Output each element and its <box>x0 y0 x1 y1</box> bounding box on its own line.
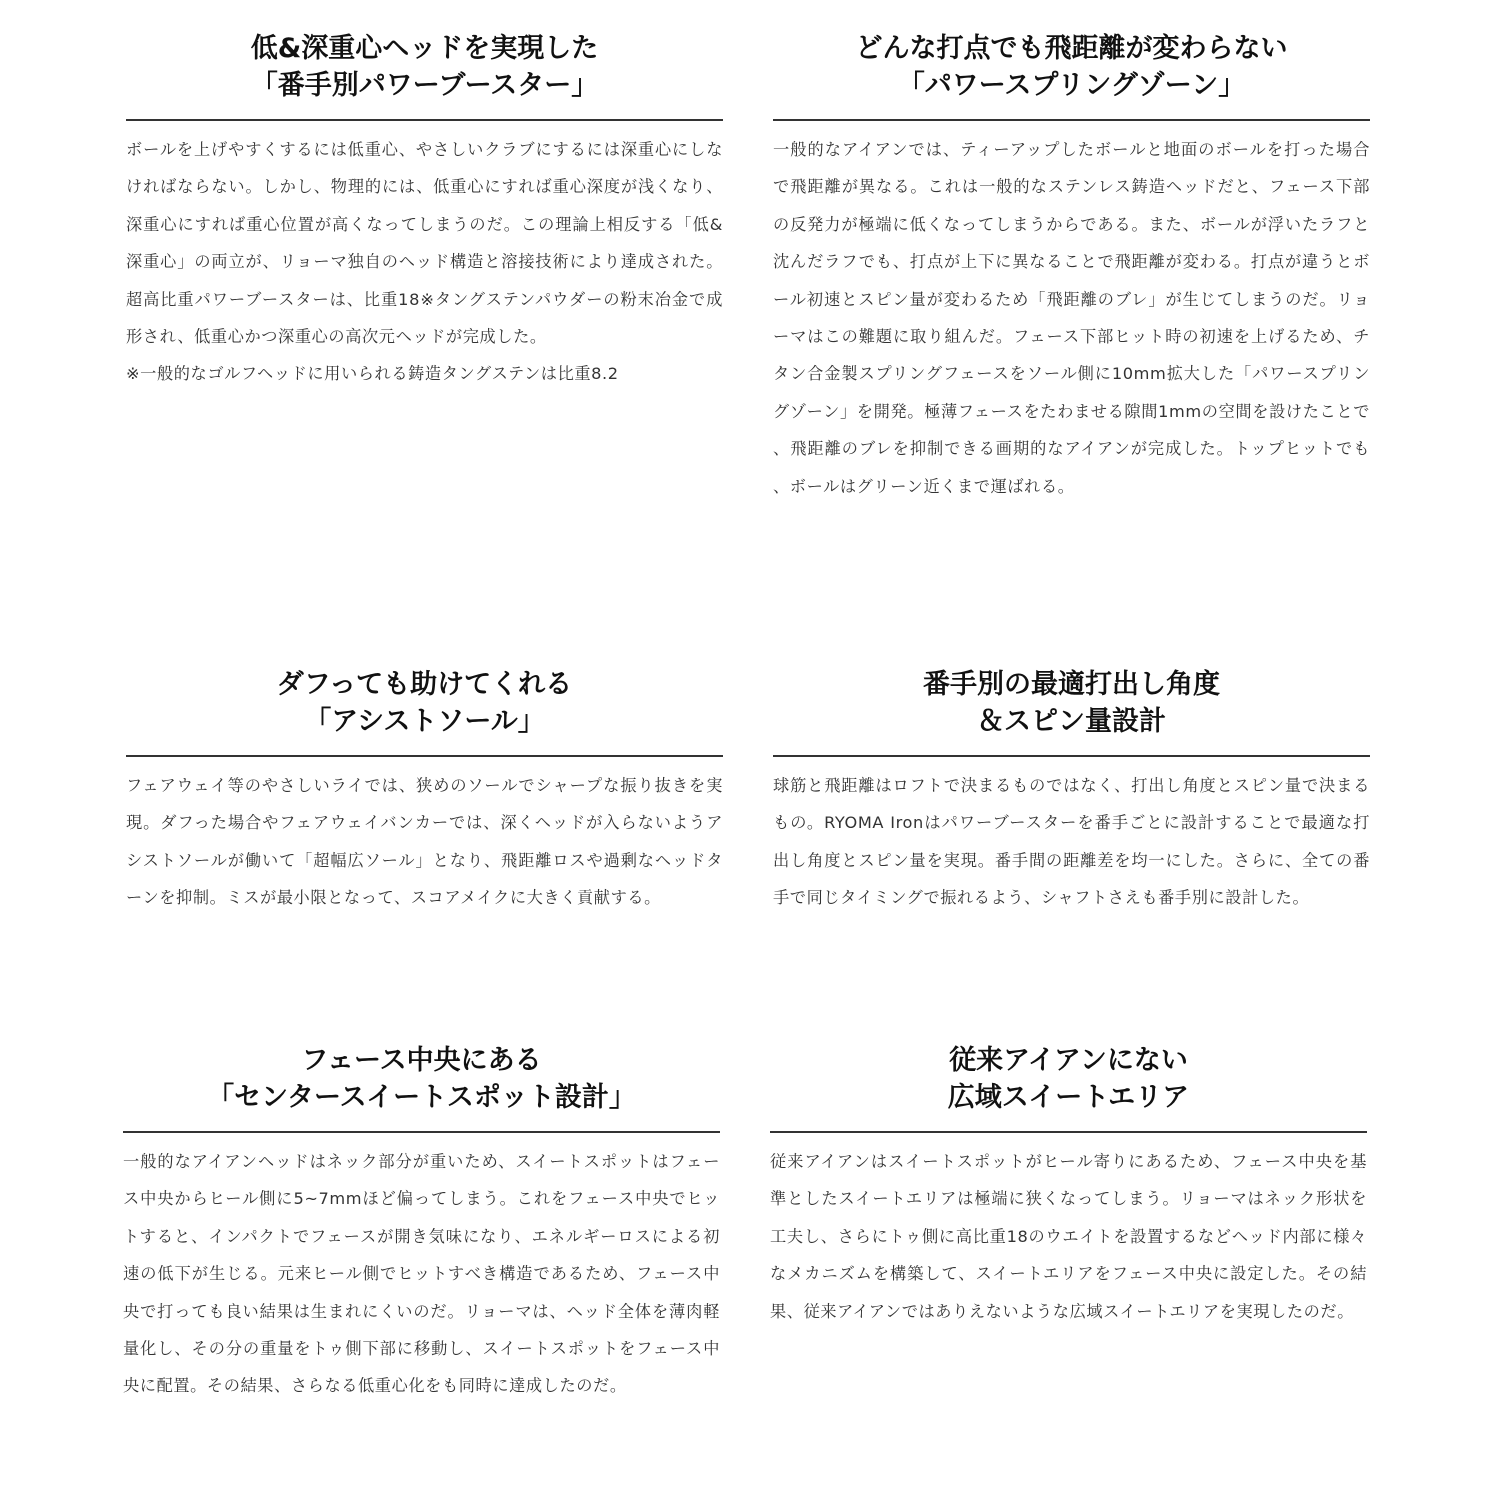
heading-line-2: ＆スピン量設計 <box>977 706 1166 737</box>
heading-line-2: 「センタースイートスポット設計」 <box>207 1082 636 1113</box>
heading-line-2: 「アシストソール」 <box>304 706 545 737</box>
heading-line-1: 低&深重心ヘッドを実現した <box>250 33 599 64</box>
section-heading <box>123 1042 720 1116</box>
section-power-booster <box>126 30 723 393</box>
divider <box>773 755 1370 757</box>
section-heading <box>770 1042 1367 1116</box>
section-body: 一般的なアイアンでは、ティーアップしたボールと地面のボールを打った場合で飛距離が異なる。これは一般的なステンレス鋳造ヘッドだと、フェース下部の反発力が極端に低くなってしまうからである。また、ボールが浮いたラフと沈んだラフでも、打点が上下に異なることで飛距離が変わる。打点が違うとボール初速とスピン量が変わるため「飛距離のブレ」が生じてしまうのだ。リョーマはこの難題に取り組んだ。フェース下部ヒット時の初速を上げるため、チタン合金製スプリングフェースをソール側に10mm拡大した「パワースプリングゾーン」を開発。極薄フェースをたわませる隙間1mmの空間を設けたことで、飛距離のブレを抑制できる画期的なアイアンが完成した。トップヒットでも、ボールはグリーン近くまで運ばれる。 <box>773 140 1370 496</box>
heading-line-1: 番手別の最適打出し角度 <box>923 669 1220 700</box>
section-wide-sweet-area <box>770 1042 1367 1330</box>
section-assist-sole <box>126 666 723 917</box>
section-power-spring-zone <box>773 30 1370 505</box>
section-heading <box>126 666 723 740</box>
heading-line-1: ダフっても助けてくれる <box>276 669 573 700</box>
heading-line-2: 「番手別パワーブースター」 <box>250 70 599 101</box>
heading-line-2: 広域スイートエリア <box>947 1082 1190 1113</box>
section-body: 従来アイアンはスイートスポットがヒール寄りにあるため、フェース中央を基準としたスイートエリアは極端に狭くなってしまう。リョーマはネック形状を工夫し、さらにトゥ側に高比重18のウエイトを設置するなどヘッド内部に様々なメカニズムを構築して、スイートエリアをフェース中央に設定した。その結果、従来アイアンではありえないような広域スイートエリアを実現したのだ。 <box>770 1152 1367 1321</box>
section-body: 球筋と飛距離はロフトで決まるものではなく、打出し角度とスピン量で決まるもの。RYOMA Ironはパワーブースターを番手ごとに設計することで最適な打出し角度とスピン量を実現。番手間の距離差を均一にした。さらに、全ての番手で同じタイミングで振れるよう、シャフトさえも番手別に設計した。 <box>773 776 1370 908</box>
divider <box>126 119 723 121</box>
section-heading <box>773 666 1370 740</box>
section-launch-angle-spin <box>773 666 1370 917</box>
heading-line-1: フェース中央にある <box>301 1045 542 1076</box>
divider <box>773 119 1370 121</box>
divider <box>770 1131 1367 1133</box>
footnote: ※一般的なゴルフヘッドに用いられる鋳造タングステンは比重8.2 <box>126 364 619 384</box>
section-heading <box>126 30 723 104</box>
heading-line-1: 従来アイアンにない <box>949 1045 1188 1076</box>
divider <box>126 755 723 757</box>
heading-line-1: どんな打点でも飛距離が変わらない <box>855 33 1288 64</box>
section-body: 一般的なアイアンヘッドはネック部分が重いため、スイートスポットはフェース中央からヒール側に5~7mmほど偏ってしまう。これをフェース中央でヒットすると、インパクトでフェースが開き気味になり、エネルギーロスによる初速の低下が生じる。元来ヒール側でヒットすべき構造であるため、フェース中央で打っても良い結果は生まれにくいのだ。リョーマは、ヘッド全体を薄肉軽量化し、その分の重量をトゥ側下部に移動し、スイートスポットをフェース中央に配置。その結果、さらなる低重心化をも同時に達成したのだ。 <box>123 1152 720 1396</box>
section-body: フェアウェイ等のやさしいライでは、狭めのソールでシャープな振り抜きを実現。ダフった場合やフェアウェイバンカーでは、深くヘッドが入らないようアシストソールが働いて「超幅広ソール」となり、飛距離ロスや過剰なヘッドターンを抑制。ミスが最小限となって、スコアメイクに大きく貢献する。 <box>126 776 723 908</box>
section-center-sweet-spot <box>123 1042 720 1405</box>
divider <box>123 1131 720 1133</box>
heading-line-2: 「パワースプリングゾーン」 <box>897 70 1246 101</box>
section-heading <box>773 30 1370 104</box>
section-body: ボールを上げやすくするには低重心、やさしいクラブにするには深重心にしなければならない。しかし、物理的には、低重心にすれば重心深度が浅くなり、深重心にすれば重心位置が高くなってしまうのだ。この理論上相反する「低&深重心」の両立が、リョーマ独自のヘッド構造と溶接技術により達成された。超高比重パワーブースターは、比重18※タングステンパウダーの粉末冶金で成形され、低重心かつ深重心の高次元ヘッドが完成した。 <box>126 140 723 347</box>
